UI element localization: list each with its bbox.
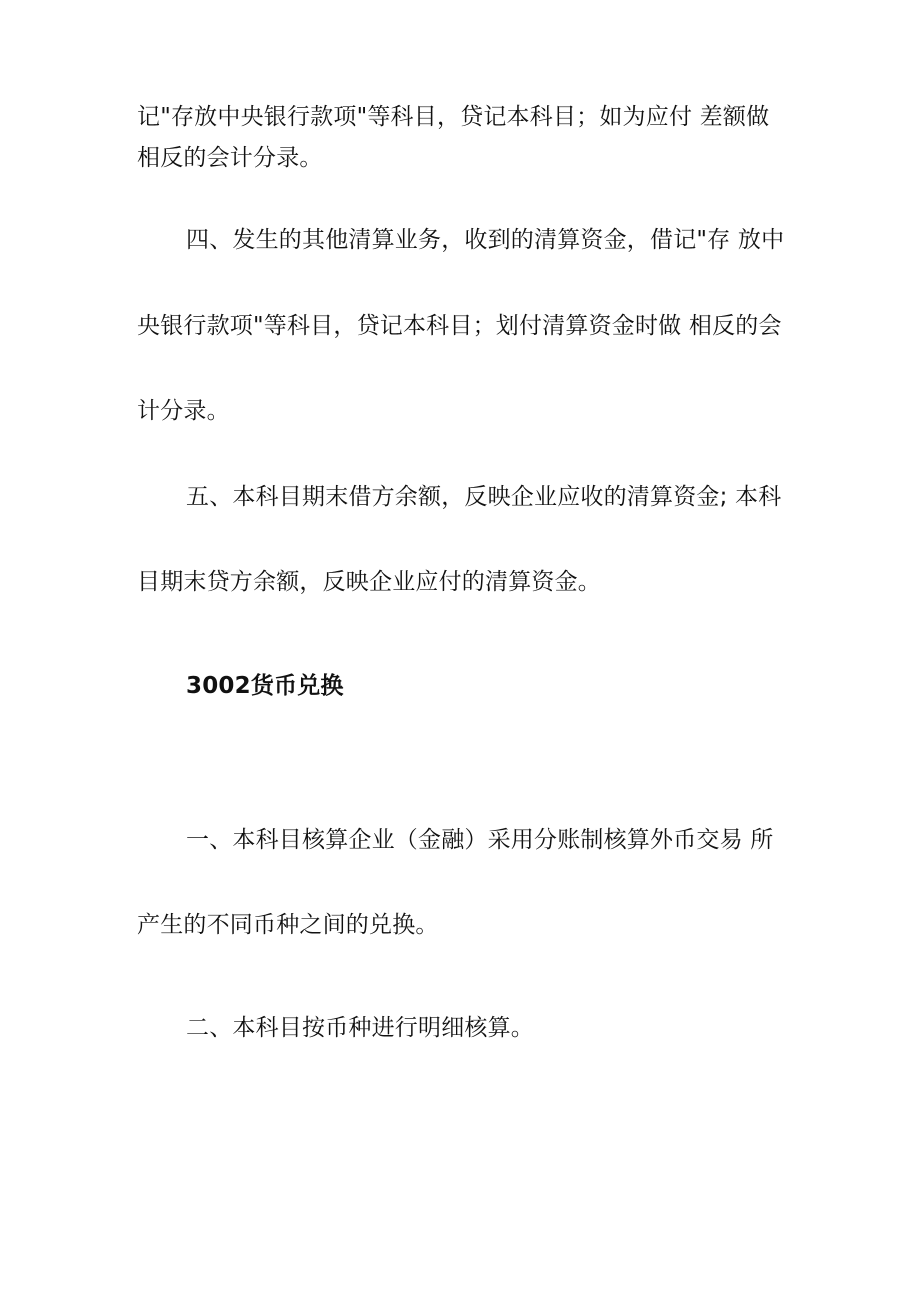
paragraph-line: 记"存放中央银行款项"等科目，贷记本科目；如为应付 差额做 bbox=[137, 104, 770, 130]
paragraph-line: 相反的会计分录。 bbox=[137, 145, 323, 171]
paragraph-line: 四、发生的其他清算业务，收到的清算资金，借记"存 放中 bbox=[186, 227, 785, 253]
paragraph-line: 目期末贷方余额，反映企业应付的清算资金。 bbox=[137, 569, 601, 595]
paragraph-line: 央银行款项"等科目，贷记本科目；划付清算资金时做 相反的会 bbox=[137, 313, 782, 339]
paragraph-line: 一、本科目核算企业（金融）采用分账制核算外币交易 所 bbox=[186, 827, 774, 853]
paragraph-line: 二、本科目按币种进行明细核算。 bbox=[186, 1015, 534, 1041]
section-heading: 3002货币兑换 bbox=[186, 673, 344, 699]
paragraph-line: 产生的不同币种之间的兑换。 bbox=[137, 912, 439, 938]
paragraph-line: 计分录。 bbox=[137, 398, 230, 424]
paragraph-line: 五、本科目期末借方余额，反映企业应收的清算资金; 本科 bbox=[186, 484, 782, 510]
